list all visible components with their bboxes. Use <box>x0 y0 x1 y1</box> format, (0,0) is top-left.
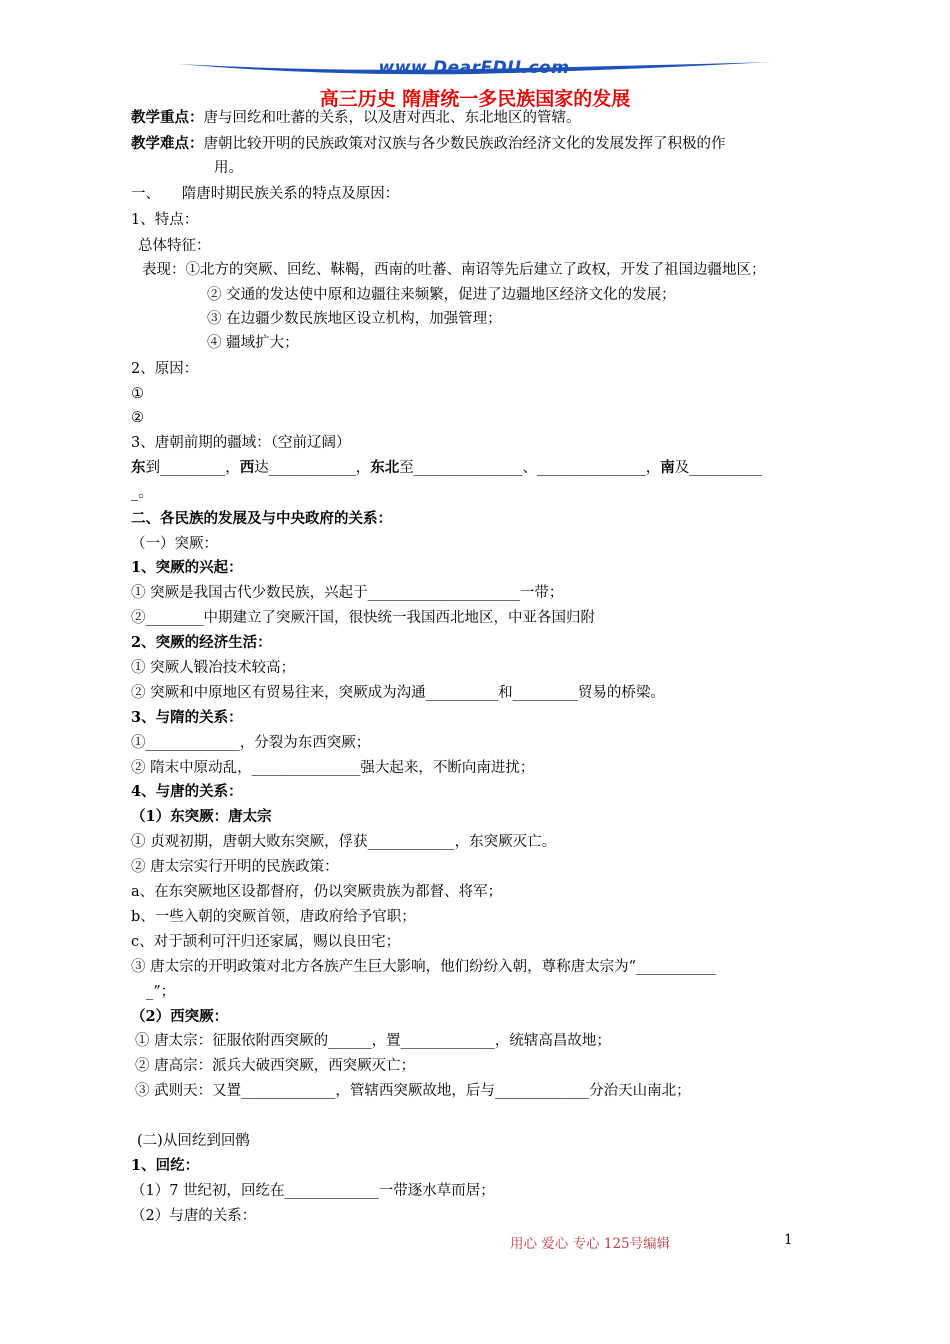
east-3: ③ 唐太宗的开明政策对北方各族产生巨大影响，他们纷纷入朝，尊称唐太宗为“___________ <box>131 959 716 975</box>
tujue-economy-2: ② 突厥和中原地区有贸易往来，突厥成为沟通__________和_________贸易的桥梁。 <box>131 685 665 701</box>
tujue-economy: 2、突厥的经济生活： <box>131 634 272 651</box>
section-2-heading: 二、各民族的发展及与中央政府的关系： <box>131 510 392 527</box>
east-3-continued: _”； <box>146 984 176 1000</box>
section-1-3: 3、唐朝前期的疆域：（空前辽阔） <box>131 435 351 451</box>
difficulty-label: 教学难点： <box>131 135 204 152</box>
territory-south: 南 <box>660 459 675 476</box>
cause-2: ② <box>131 410 144 426</box>
territory-line <box>131 458 762 478</box>
east-1: ① 贞观初期，唐朝大败东突厥，俘获____________，东突厥灭亡。 <box>131 834 557 850</box>
west-tujue: （2）西突厥： <box>131 1008 229 1025</box>
west-1: ① 唐太宗：征服依附西突厥的______，置_____________，统辖高昌故地； <box>135 1033 611 1049</box>
focus-text: 唐与回纥和吐蕃的关系，以及唐对西北、东北地区的管辖。 <box>203 110 581 126</box>
difficulty-text: 唐朝比较开明的民族政策对汉族与各少数民族政治经济文化的发展发挥了积极的作 <box>203 136 726 152</box>
overall-features: 总体特征： <box>138 238 211 254</box>
territory-blank-3: 至_______________、_______________， <box>399 460 661 476</box>
huihe-heading: (二)从回纥到回鹘 <box>137 1133 250 1149</box>
tujue-sui-2: ② 隋末中原动乱，_______________强大起来，不断向南进扰； <box>131 760 535 776</box>
difficulty-continued: 用。 <box>214 160 243 176</box>
tujue-tang: 4、与唐的关系： <box>131 783 243 800</box>
tujue-rise: 1、突厥的兴起： <box>131 559 243 576</box>
tujue-rise-2: ②________中期建立了突厥汗国，很快统一我国西北地区，中亚各国归附 <box>131 610 595 626</box>
performance-4: ④ 疆域扩大； <box>207 335 299 351</box>
east-c: c、对于颉利可汗归还家属，赐以良田宅； <box>131 934 401 950</box>
tujue-sui-1: ①_____________，分裂为东西突厥； <box>131 735 371 751</box>
west-2: ② 唐高宗：派兵大破西突厥，西突厥灭亡； <box>135 1058 416 1074</box>
page-number: 1 <box>784 1232 793 1248</box>
tujue-economy-1: ① 突厥人锻冶技术较高； <box>131 660 296 676</box>
page-title: 高三历史 隋唐统一多民族国家的发展 <box>319 88 631 110</box>
performance-2: ② 交通的发达使中原和边疆往来频繁，促进了边疆地区经济文化的发展； <box>207 287 676 303</box>
territory-to: 到 <box>145 460 160 476</box>
territory-west: 西 <box>239 459 255 476</box>
tujue-heading: （一）突厥： <box>131 536 218 552</box>
huihe-1a: （1）7 世纪初，回纥在_____________一带逐水草而居； <box>131 1183 495 1199</box>
focus-label: 教学重点： <box>131 109 204 126</box>
east-b: b、一些入朝的突厥首领，唐政府给予官职； <box>131 909 416 925</box>
territory-blank-2: 达____________， <box>254 460 371 476</box>
footer-note: 用心 爱心 专心 125号编辑 <box>510 1236 671 1252</box>
huihe-1b: （2）与唐的关系： <box>131 1208 257 1224</box>
cause-1: ① <box>131 386 144 402</box>
huihe-1: 1、回纥： <box>131 1157 200 1174</box>
logo-text: www.DearEDU.com <box>378 58 570 78</box>
east-2: ② 唐太宗实行开明的民族政策： <box>131 859 339 875</box>
territory-northeast: 东北 <box>370 459 400 476</box>
section-1-heading: 一、 隋唐时期民族关系的特点及原因： <box>131 186 400 202</box>
site-logo <box>178 58 770 80</box>
section-1-1: 1、特点： <box>131 212 199 228</box>
performance-3: ③ 在边疆少数民族地区设立机构，加强管理； <box>207 311 502 327</box>
tujue-rise-1: ① 突厥是我国古代少数民族，兴起于_____________________一带； <box>131 585 564 601</box>
performance-1: 表现：①北方的突厥、回纥、靺鞨，西南的吐蕃、南诏等先后建立了政权，开发了祖国边疆地区； <box>142 262 766 278</box>
territory-blank-4: 及__________ <box>674 460 762 476</box>
territory-blank-1: _________， <box>160 460 240 476</box>
territory-continued: _。 <box>131 485 153 501</box>
east-tujue: （1）东突厥：唐太宗 <box>131 808 272 825</box>
east-a: a、在东突厥地区设都督府，仍以突厥贵族为都督、将军； <box>131 884 503 900</box>
teaching-difficulty <box>131 134 726 154</box>
teaching-focus <box>131 108 581 128</box>
section-1-2: 2、原因： <box>131 361 199 377</box>
territory-east: 东 <box>131 459 146 476</box>
tujue-sui: 3、与隋的关系： <box>131 709 243 726</box>
west-3: ③ 武则天：又置_____________，管辖西突厥故地，后与_____________分治天山南北； <box>135 1083 691 1099</box>
